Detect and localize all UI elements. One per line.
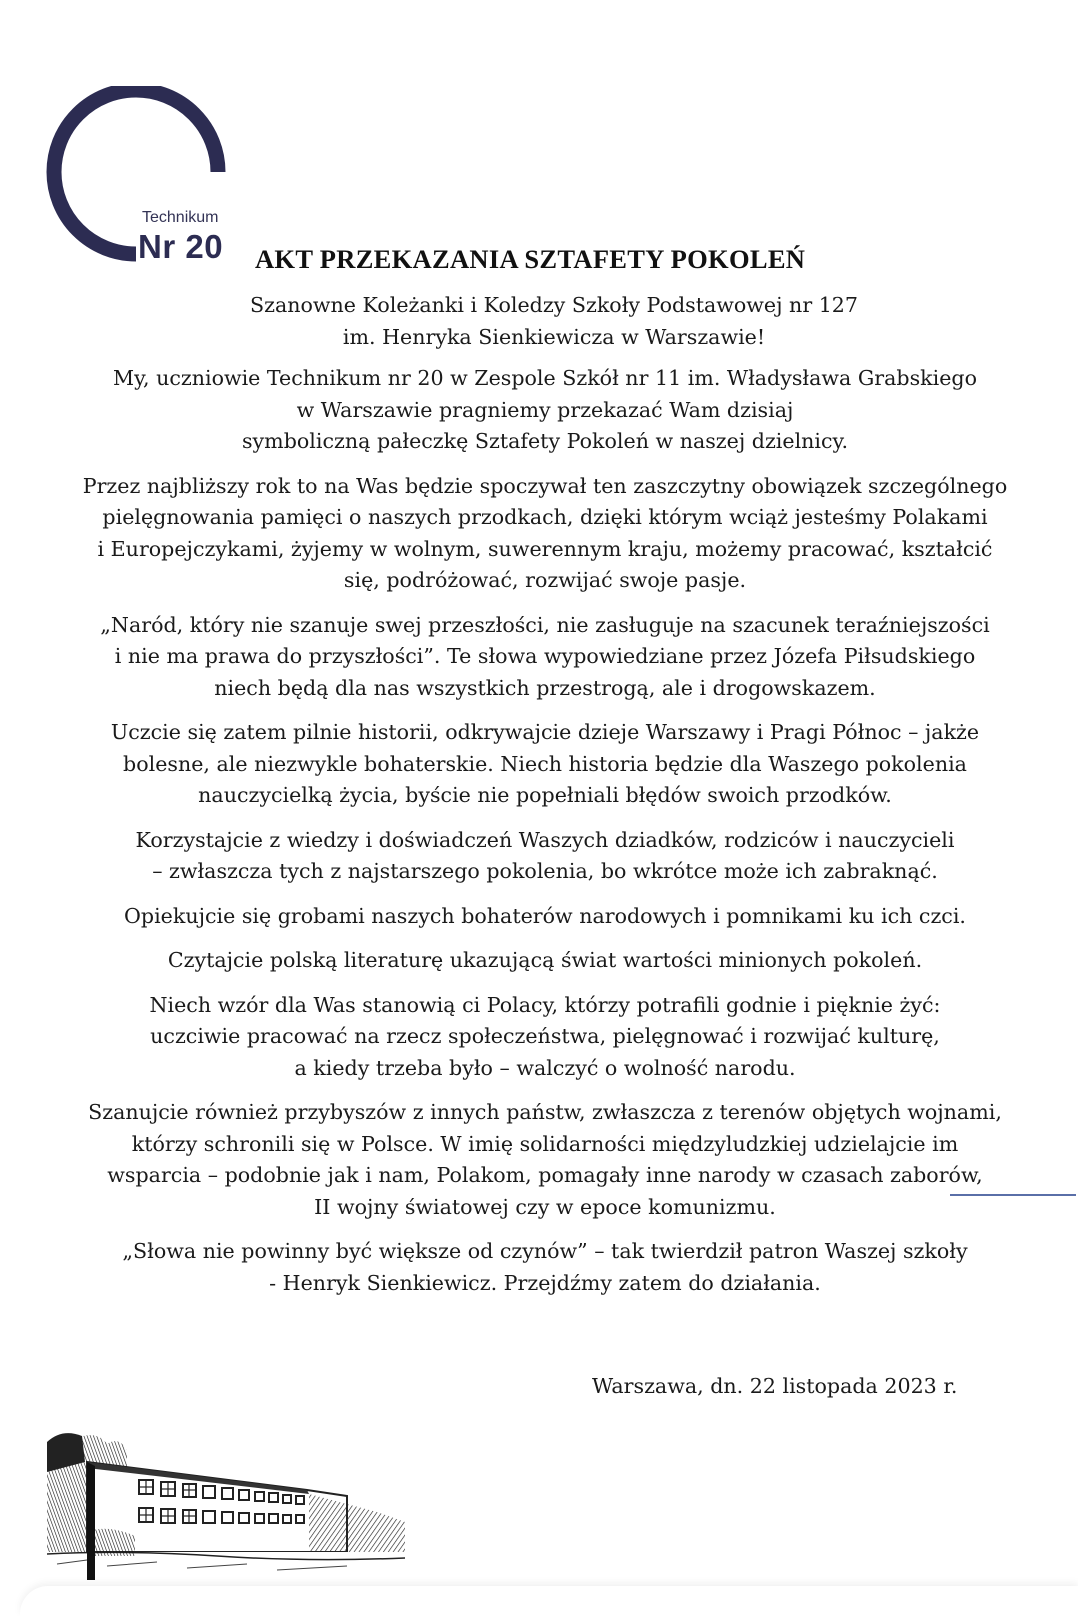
paragraph-line: - Henryk Sienkiewicz. Przejdźmy zatem do działania. [269,1270,821,1295]
paragraph-line: „Słowa nie powinny być większe od czynów” – tak twierdził patron Waszej szkoły [122,1239,968,1263]
body-paragraph [40,363,1050,458]
document-title: AKT PRZEKAZANIA SZTAFETY POKOLEŃ [255,244,806,274]
document-body [40,363,1050,1312]
paragraph-line: bolesne, ale niezwykle bohaterskie. Niech historia będzie dla Waszego pokolenia [123,751,967,776]
logo-text-technikum: Technikum [142,209,219,226]
paragraph-line: i Europejczykami, żyjemy w wolnym, suwerennym kraju, możemy pracować, kształcić [97,536,993,561]
body-paragraph [40,990,1050,1085]
paragraph-line: i nie ma prawa do przyszłości”. Te słowa wypowiedziane przez Józefa Piłsudskiego [114,644,976,668]
paragraph-line: w Warszawie pragniemy przekazać Wam dzisiaj [296,397,794,422]
paragraph-line: Uczcie się zatem pilnie historii, odkrywajcie dzieje Warszawy i Pragi Północ – jakże [110,720,980,744]
greeting-line: im. Henryka Sienkiewicza w Warszawie! [342,324,766,349]
underline-mark [950,1194,1076,1196]
paragraph-line: Niech wzór dla Was stanowią ci Polacy, którzy potrafili godnie i pięknie żyć: [149,992,941,1017]
paragraph-line: Korzystajcie z wiedzy i doświadczeń Waszych dziadków, rodziców i nauczycieli [135,827,955,852]
paragraph-line: uczciwie pracować na rzecz społeczeństwa, pielęgnować i rozwijać kulturę, [150,1024,940,1048]
paragraph-line: niech będą dla nas wszystkich przestrogą, ale i drogowskazem. [214,675,876,700]
logo-text-number: Nr 20 [138,228,224,265]
paragraph-line: My, uczniowie Technikum nr 20 w Zespole Szkół nr 11 im. Władysława Grabskiego [113,366,977,390]
paragraph-line: – zwłaszcza tych z najstarszego pokolenia, bo wkrótce może ich zabraknąć. [152,859,938,883]
body-paragraph [40,825,1050,888]
paragraph-line: Szanujcie również przybyszów z innych państw, zwłaszcza z terenów objętych wojnami, [88,1100,1002,1124]
paragraph-line: nauczycielką życia, byście nie popełniali błędów swoich przodków. [198,783,892,807]
paragraph-line: II wojny światowej czy w epoce komunizmu. [314,1194,776,1219]
body-paragraph [40,901,1050,933]
paragraph-line: Przez najbliższy rok to na Was będzie spoczywał ten zaszczytny obowiązek szczególnego [82,473,1008,498]
paragraph-line: Czytajcie polską literaturę ukazującą świat wartości minionych pokoleń. [167,948,923,972]
paragraph-line: pielęgnowania pamięci o naszych przodkach, dzięki którym wciąż jesteśmy Polakami [102,505,988,529]
paragraph-line: a kiedy trzeba było – walczyć o wolność narodu. [294,1055,796,1080]
paragraph-line: którzy schronili się w Polsce. W imię solidarności międzyludzkiej udzielajcie im [131,1131,959,1156]
body-paragraph [40,610,1050,705]
body-paragraph [40,717,1050,812]
bottom-sheet-edge [20,1586,1078,1616]
paragraph-line: Opiekujcie się grobami naszych bohaterów narodowych i pomnikami ku ich czci. [124,903,966,928]
body-paragraph [40,471,1050,597]
greeting [0,290,1078,366]
body-paragraph [40,945,1050,977]
body-paragraph [40,1236,1050,1299]
paragraph-line: „Naród, który nie szanuje swej przeszłości, nie zasługuje na szacunek teraźniejszości [100,612,990,637]
paragraph-line: się, podróżować, rozwijać swoje pasje. [343,568,747,592]
technikum-logo [44,86,254,276]
greeting-block [30,290,1078,353]
paragraph-line: wsparcia – podobnie jak i nam, Polakom, pomagały inne narody w czasach zaborów, [107,1163,983,1187]
greeting-line: Szanowne Koleżanki i Koledzy Szkoły Podstawowej nr 127 [249,293,859,317]
document-date: Warszawa, dn. 22 listopada 2023 r. [592,1374,958,1398]
paragraph-line: symboliczną pałeczkę Sztafety Pokoleń w naszej dzielnicy. [241,429,848,453]
body-paragraph [40,1097,1050,1223]
school-building-sketch-icon [47,1432,405,1580]
